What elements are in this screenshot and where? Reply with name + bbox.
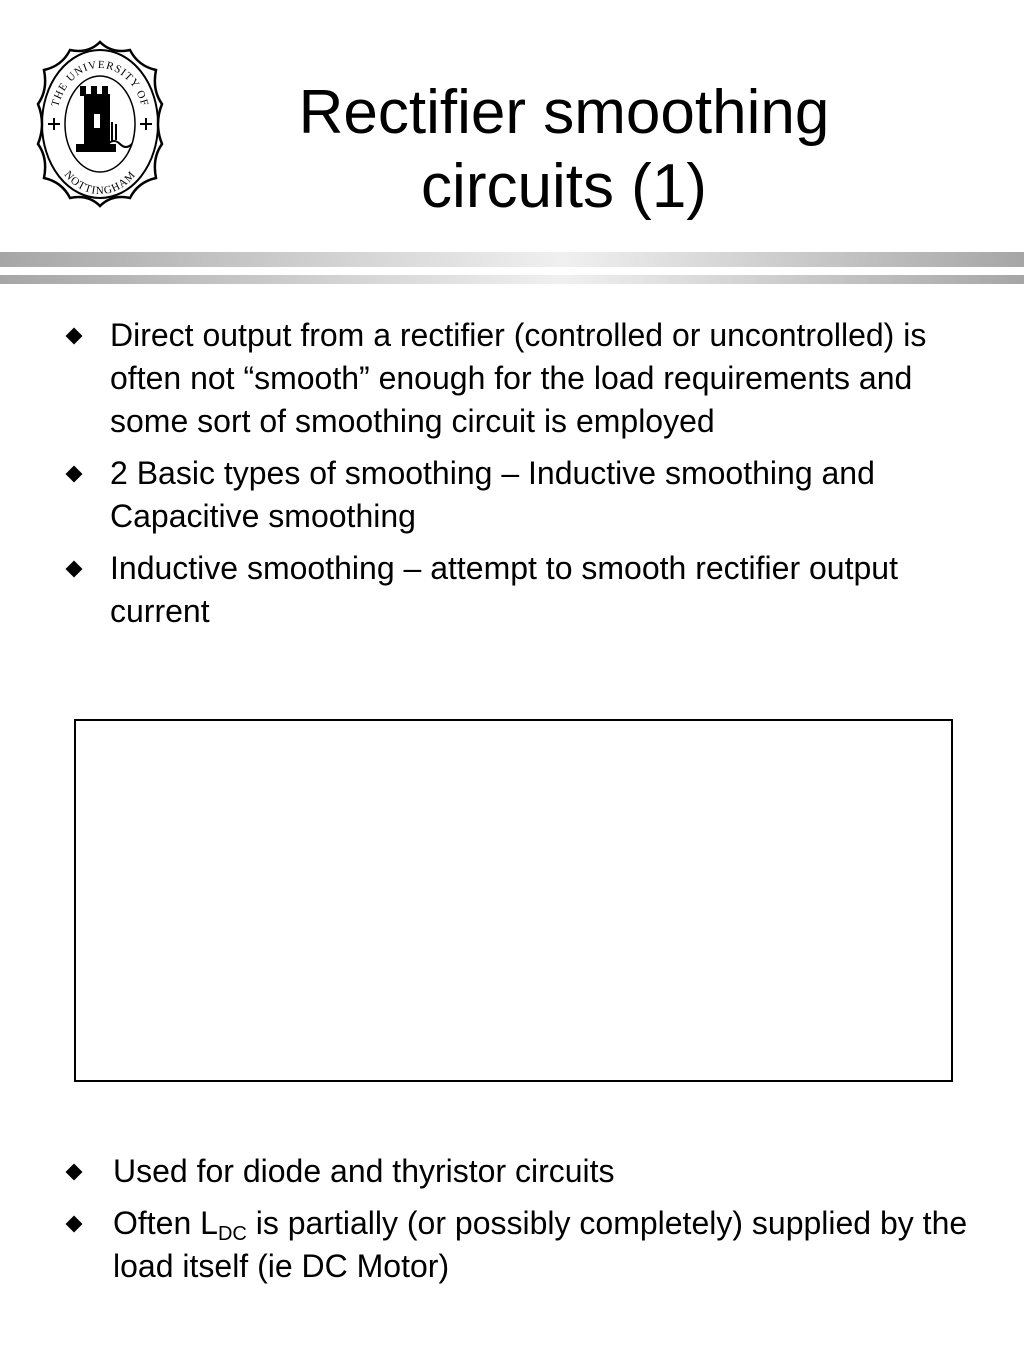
intro-bullet-list bbox=[60, 314, 970, 642]
bullet-item bbox=[60, 314, 970, 443]
diamond-bullet-icon bbox=[66, 328, 83, 345]
diamond-bullet-icon bbox=[66, 466, 83, 483]
diamond-bullet-icon bbox=[66, 1216, 83, 1233]
diamond-bullet-icon bbox=[66, 1164, 83, 1181]
university-logo bbox=[34, 40, 166, 208]
bullet-item bbox=[60, 452, 970, 538]
bullet-text: Direct output from a rectifier (controlled or uncontrolled) is often not “smooth” enough for the load requirements and some sort of smoothing circuit is employed bbox=[110, 317, 927, 439]
inductance-subscript: DC bbox=[217, 1223, 247, 1245]
bullet-text bbox=[113, 1205, 967, 1284]
bullet-item bbox=[60, 547, 970, 633]
bullet-text: Used for diode and thyristor circuits bbox=[113, 1153, 615, 1189]
bullet-text: Inductive smoothing – attempt to smooth rectifier output current bbox=[110, 550, 898, 629]
svg-text:NOTTINGHAM: NOTTINGHAM bbox=[61, 168, 139, 198]
figure-placeholder-box bbox=[74, 719, 953, 1082]
slide-title: Rectifier smoothing circuits (1) bbox=[298, 78, 830, 221]
diamond-bullet-icon bbox=[66, 561, 83, 578]
bullet-text-suffix: is partially (or possibly completely) supplied by the load itself (ie DC Motor) bbox=[113, 1205, 968, 1284]
bullet-text: 2 Basic types of smoothing – Inductive smoothing and Capacitive smoothing bbox=[110, 455, 875, 534]
bullet-item bbox=[60, 1202, 970, 1288]
title-divider bbox=[0, 252, 1024, 286]
bullet-text-prefix: Often L bbox=[113, 1205, 218, 1241]
bullet-item bbox=[60, 1150, 970, 1193]
followup-bullet-list bbox=[60, 1150, 970, 1297]
svg-text:THE UNIVERSITY OF: THE UNIVERSITY OF bbox=[49, 58, 151, 109]
